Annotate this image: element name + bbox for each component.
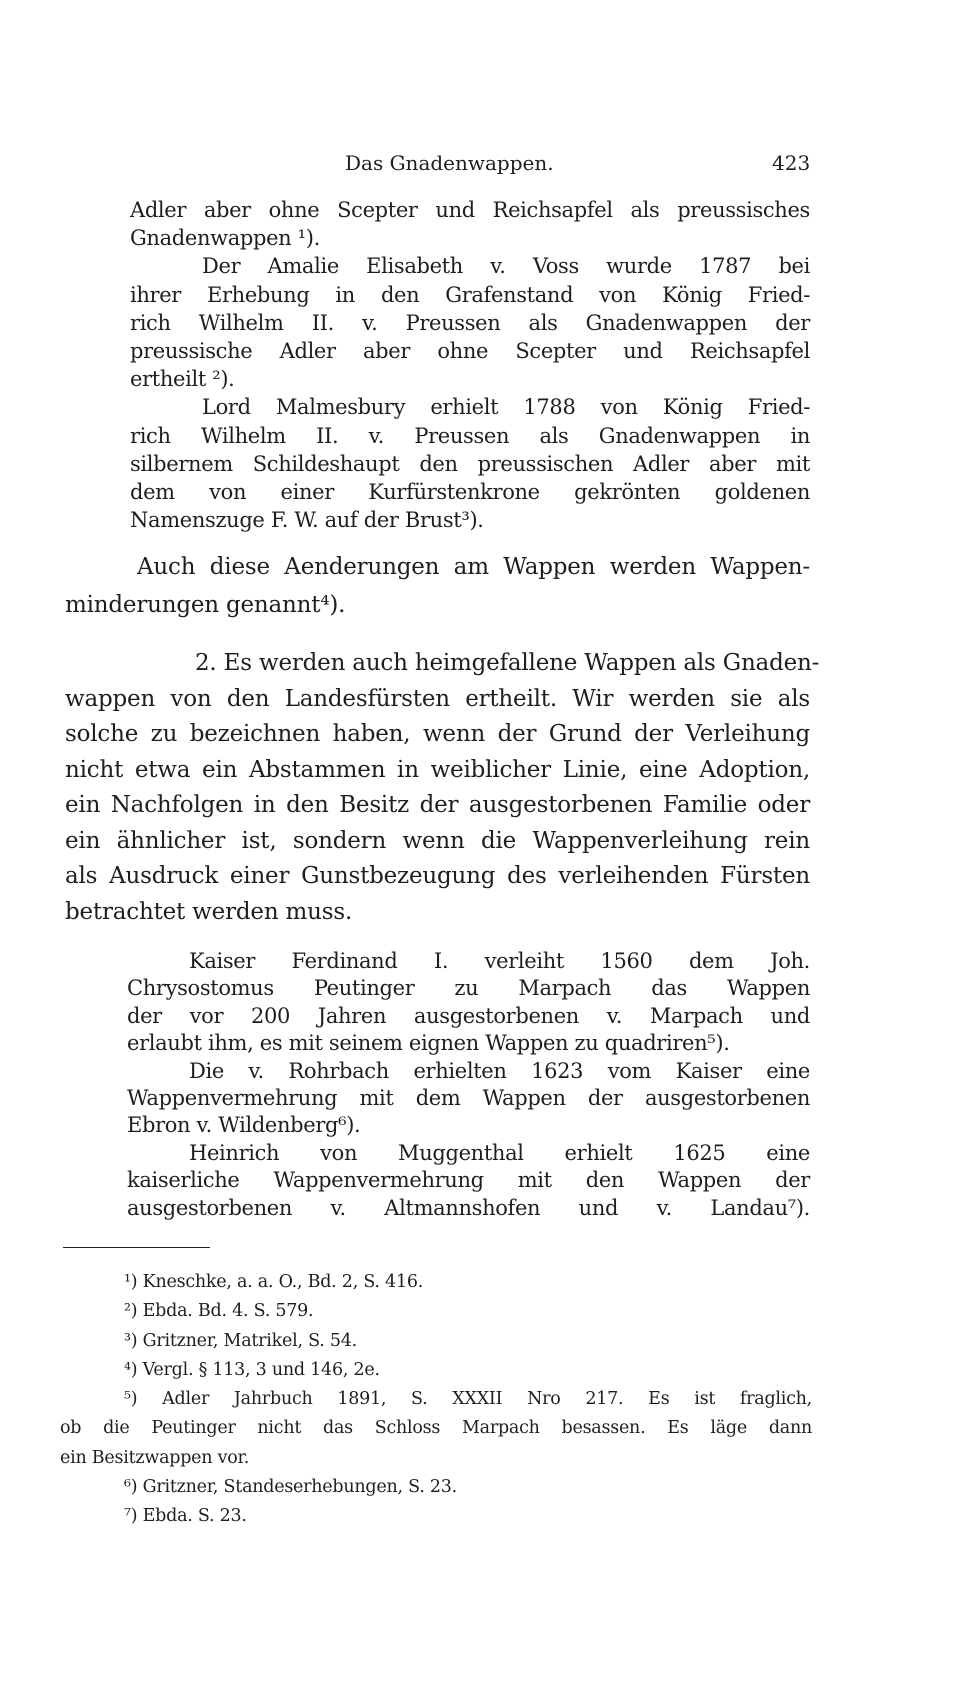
text-line: Adler aber ohne Scepter und Reichsapfel als preussisches: [130, 198, 810, 222]
footnote-2: ²) Ebda. Bd. 4. S. 579.: [124, 1301, 314, 1322]
running-header: [0, 148, 960, 178]
text-line: Chrysostomus Peutinger zu Marpach das Wappen: [127, 976, 810, 1001]
text-line: der vor 200 Jahren ausgestorbenen v. Marpach und: [127, 1003, 810, 1028]
footnote-5-continuation: ein Besitzwappen vor.: [60, 1447, 250, 1468]
text-line: preussische Adler aber ohne Scepter und Reichsapfel: [130, 339, 810, 364]
text-line: rich Wilhelm II. v. Preussen als Gnadenwappen der: [130, 310, 810, 335]
footnote-5-continuation: ob die Peutinger nicht das Schloss Marpach besassen. Es läge dann: [60, 1418, 812, 1439]
footnote-6: ⁶) Gritzner, Standeserhebungen, S. 23.: [124, 1477, 457, 1498]
text-line: Ebron v. Wildenberg⁶).: [127, 1113, 361, 1138]
text-line: ertheilt ²).: [130, 367, 235, 392]
text-line: ausgestorbenen v. Altmannshofen und v. Landau⁷).: [127, 1195, 810, 1220]
paragraph-examples: [127, 948, 810, 1222]
text-line: minderungen genannt⁴).: [65, 592, 346, 618]
text-line: wappen von den Landesfürsten ertheilt. Wir werden sie als: [65, 685, 810, 712]
footnotes: [60, 1268, 812, 1532]
text-line: Auch diese Aenderungen am Wappen werden Wappen-: [137, 554, 810, 580]
text-line: ein ähnlicher ist, sondern wenn die Wappenverleihung rein: [65, 827, 810, 854]
footnote-3: ³) Gritzner, Matrikel, S. 54.: [124, 1330, 357, 1351]
text-line: Gnadenwappen ¹).: [130, 226, 320, 251]
text-line: Namenszuge F. W. auf der Brust³).: [130, 508, 484, 533]
text-line: betrachtet werden muss.: [65, 898, 353, 925]
footnote-4: ⁴) Vergl. § 113, 3 und 146, 2e.: [124, 1359, 380, 1380]
paragraph-prussian-grants: [130, 196, 810, 534]
text-line: kaiserliche Wappenvermehrung mit den Wappen der: [127, 1168, 810, 1193]
text-line: Wappenvermehrung mit dem Wappen der ausgestorbenen: [127, 1086, 810, 1111]
text-line: rich Wilhelm II. v. Preussen als Gnadenwappen in: [130, 423, 810, 448]
text-line: ihrer Erhebung in den Grafenstand von König Fried-: [130, 282, 810, 307]
text-line: Die v. Rohrbach erhielten 1623 vom Kaiser eine: [189, 1058, 810, 1083]
footnote-5: ⁵) Adler Jahrbuch 1891, S. XXXII Nro 217. Es ist fraglich,: [124, 1389, 812, 1410]
text-line: als Ausdruck einer Gunstbezeugung des verleihenden Fürsten: [65, 863, 810, 889]
text-line: ein Nachfolgen in den Besitz der ausgestorbenen Familie oder: [65, 792, 810, 818]
running-title: Das Gnadenwappen.: [345, 151, 554, 175]
text-line: Kaiser Ferdinand I. verleiht 1560 dem Joh.: [189, 949, 810, 973]
page-number: 423: [772, 151, 811, 175]
footnote-1: ¹) Kneschke, a. a. O., Bd. 2, S. 416.: [124, 1272, 424, 1292]
text-line: Heinrich von Muggenthal erhielt 1625 eine: [189, 1140, 810, 1165]
paragraph-wappenminderungen: [65, 548, 810, 624]
text-line: Der Amalie Elisabeth v. Voss wurde 1787 bei: [202, 254, 810, 279]
text-line: Lord Malmesbury erhielt 1788 von König Fried-: [202, 395, 810, 420]
text-line: solche zu bezeichnen haben, wenn der Grund der Verleihung: [65, 721, 810, 747]
paragraph-heimgefallene-wappen: [65, 646, 820, 930]
text-line: silbernem Schildeshaupt den preussischen Adler aber mit: [130, 451, 810, 476]
text-line: erlaubt ihm, es mit seinem eignen Wappen zu quadriren⁵).: [127, 1031, 730, 1056]
footnote-divider: [63, 1247, 210, 1248]
text-line: dem von einer Kurfürstenkrone gekrönten goldenen: [130, 480, 810, 505]
text-line: 2. Es werden auch heimgefallene Wappen als Gnaden-: [195, 650, 820, 676]
footnote-7: ⁷) Ebda. S. 23.: [124, 1506, 247, 1527]
text-line: nicht etwa ein Abstammen in weiblicher Linie, eine Adoption,: [65, 756, 810, 783]
